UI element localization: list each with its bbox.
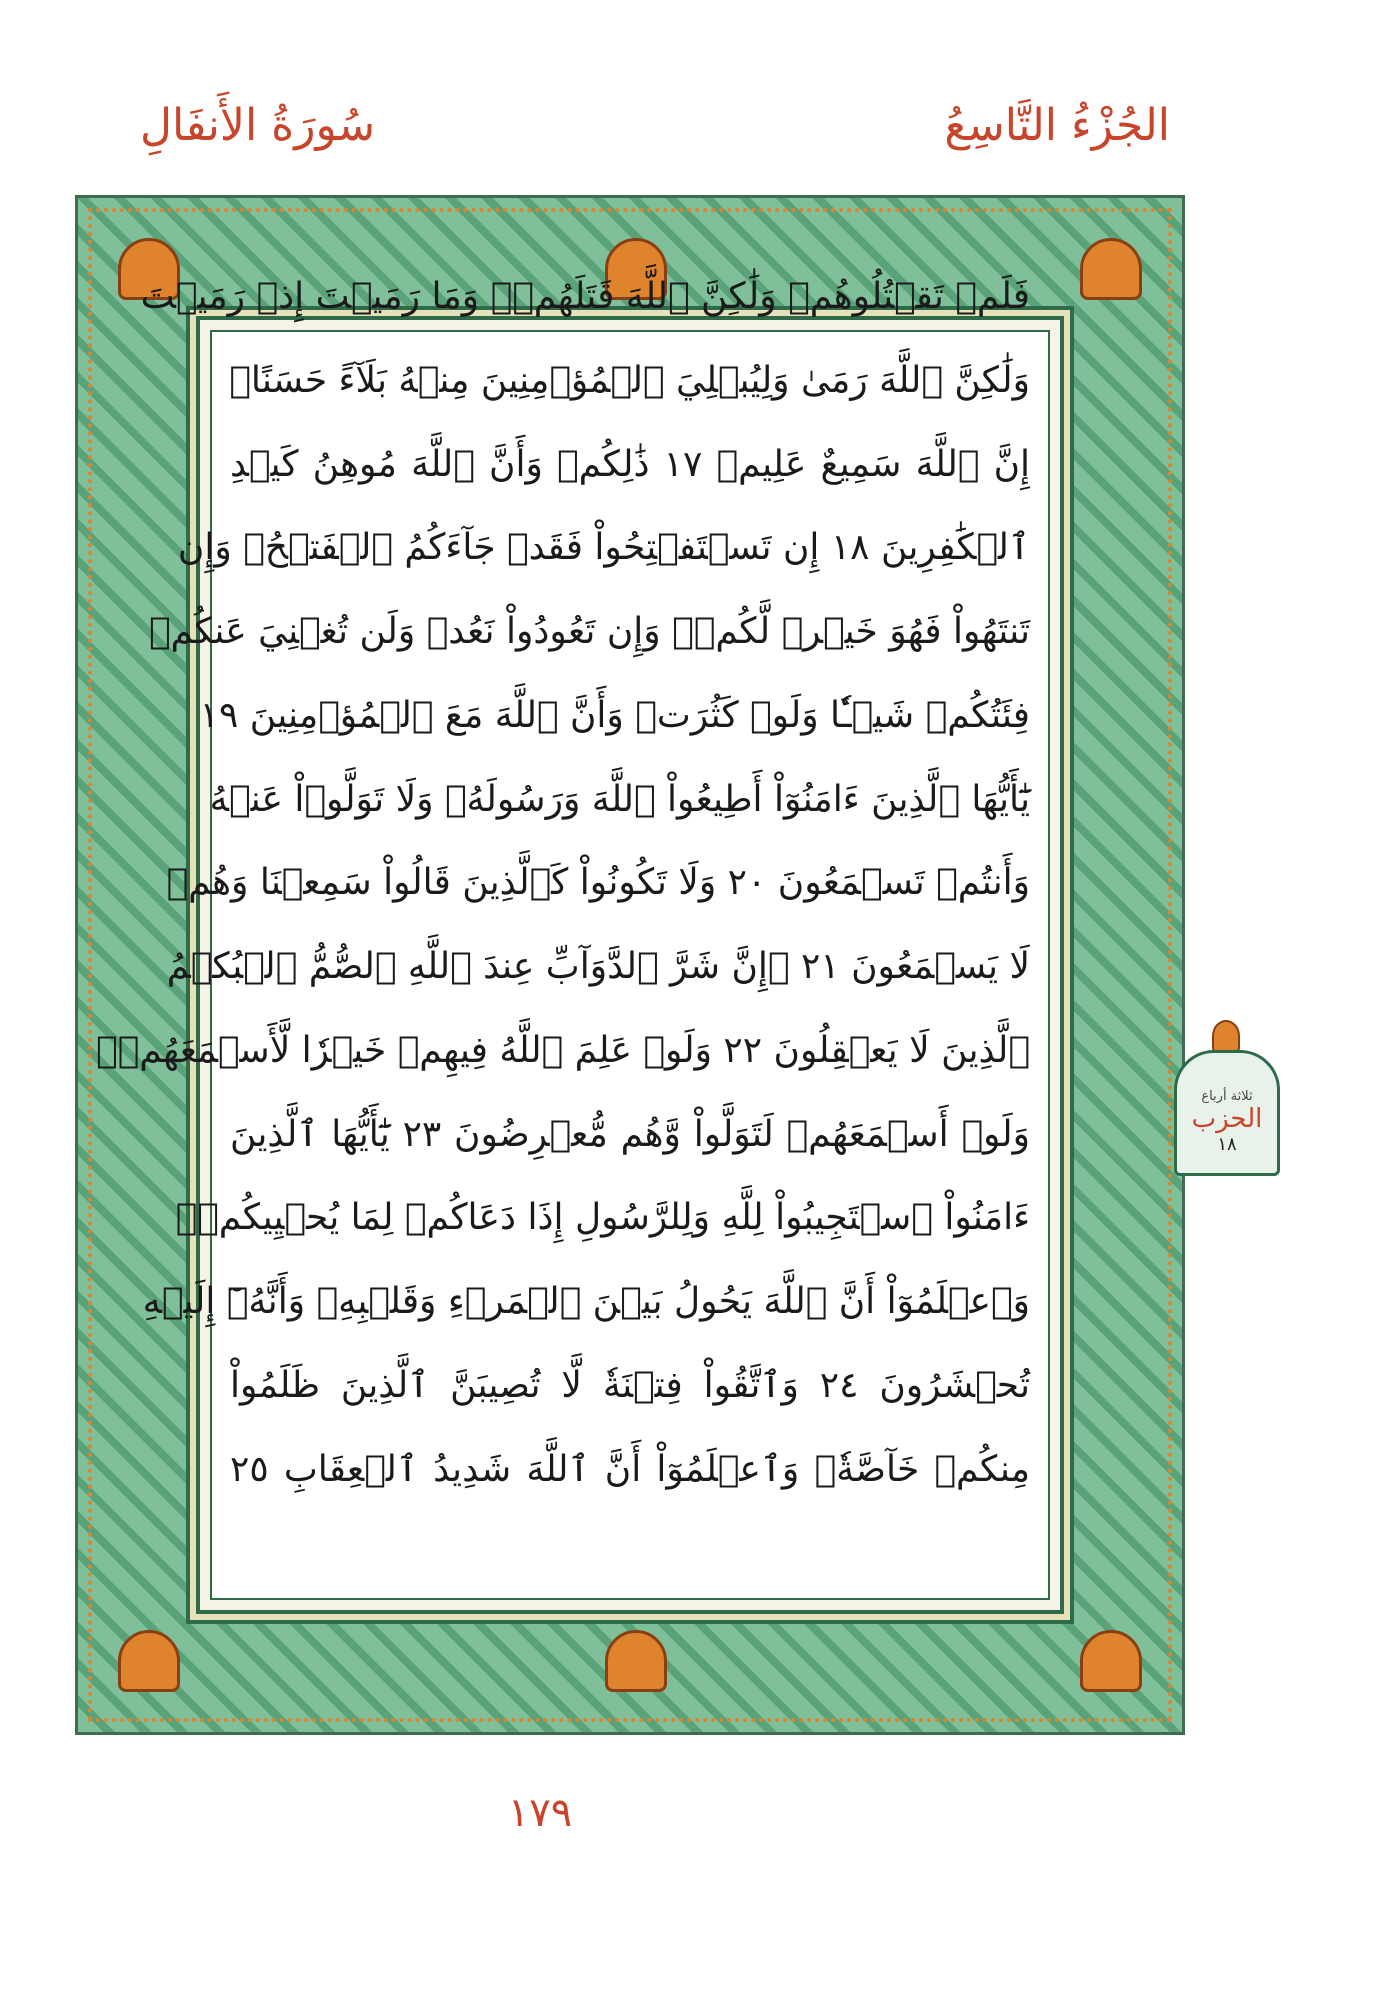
hizb-marker-quarter: ثلاثة أرباع [1201, 1089, 1253, 1104]
verse-line: ٱلۡكَٰفِرِينَ ١٨ إِن تَسۡتَفۡتِحُواْ فَقَدۡ جَآءَكُمُ ٱلۡفَتۡحُۖ وَإِن [177, 527, 1030, 569]
frame-ornament [605, 1630, 667, 1692]
verse-line: وَأَنتُمۡ تَسۡمَعُونَ ٢٠ وَلَا تَكُونُواْ كَٱلَّذِينَ قَالُواْ سَمِعۡنَا وَهُمۡ [166, 862, 1030, 904]
verse-line: ٱلَّذِينَ لَا يَعۡقِلُونَ ٢٢ وَلَوۡ عَلِمَ ٱللَّهُ فِيهِمۡ خَيۡرٗا لَّأَسۡمَعَهُمۡۖ [95, 1029, 1030, 1071]
hizb-marker-number: ١٨ [1217, 1134, 1237, 1155]
verse-line: مِنكُمۡ خَآصَّةٗۖ وَٱعۡلَمُوٓاْ أَنَّ ٱللَّهَ شَدِيدُ ٱلۡعِقَابِ ٢٥ [230, 1448, 1030, 1490]
frame-ornament [118, 1630, 180, 1692]
verse-line: تُحۡشَرُونَ ٢٤ وَٱتَّقُواْ فِتۡنَةٗ لَّا تُصِيبَنَّ ٱلَّذِينَ ظَلَمُواْ [230, 1364, 1031, 1406]
juz-name: الجُزْءُ التَّاسِعُ [944, 100, 1170, 151]
hizb-marker-label: الحزب [1191, 1104, 1263, 1134]
verse-line: وَلَوۡ أَسۡمَعَهُمۡ لَتَوَلَّواْ وَّهُم مُّعۡرِضُونَ ٢٣ يَٰٓأَيُّهَا ٱلَّذِينَ [230, 1113, 1030, 1155]
verse-line: وَٱعۡلَمُوٓاْ أَنَّ ٱللَّهَ يَحُولُ بَيۡنَ ٱلۡمَرۡءِ وَقَلۡبِهِۦ وَأَنَّهُۥٓ إِلَيۡهِ [142, 1281, 1030, 1322]
hizb-crown-icon [1212, 1020, 1240, 1052]
surah-name: سُورَةُ الأَنفَالِ [140, 100, 376, 151]
frame-ornament [1080, 1630, 1142, 1692]
page-number: ١٧٩ [507, 1790, 573, 1836]
verse-line: إِنَّ ٱللَّهَ سَمِيعٌ عَلِيمٞ ١٧ ذَٰلِكُمۡ وَأَنَّ ٱللَّهَ مُوهِنُ كَيۡدِ [230, 443, 1031, 485]
frame-ornament [1080, 238, 1142, 300]
verse-block [95, 255, 1031, 1595]
verse-line: ءَامَنُواْ ٱسۡتَجِيبُواْ لِلَّهِ وَلِلرَّسُولِ إِذَا دَعَاكُمۡ لِمَا يُحۡيِيكُمۡۖ [175, 1197, 1030, 1239]
verse-line: فَلَمۡ تَقۡتُلُوهُمۡ وَلَٰكِنَّ ٱللَّهَ قَتَلَهُمۡۚ وَمَا رَمَيۡتَ إِذۡ رَمَيۡتَ [140, 276, 1030, 317]
verse-line: تَنتَهُواْ فَهُوَ خَيۡرٞ لَّكُمۡۖ وَإِن تَعُودُواْ نَعُدۡ وَلَن تُغۡنِيَ عَنكُمۡ [148, 611, 1030, 652]
verse-line: يَٰٓأَيُّهَا ٱلَّذِينَ ءَامَنُوٓاْ أَطِيعُواْ ٱللَّهَ وَرَسُولَهُۥ وَلَا تَوَلَّوۡاْ عَنۡهُ [209, 778, 1030, 820]
verse-line: وَلَٰكِنَّ ٱللَّهَ رَمَىٰ وَلِيُبۡلِيَ ٱلۡمُؤۡمِنِينَ مِنۡهُ بَلَآءً حَسَنًاۚ [229, 359, 1030, 401]
verse-line: فِئَتُكُمۡ شَيۡـٔٗا وَلَوۡ كَثُرَتۡ وَأَنَّ ٱللَّهَ مَعَ ٱلۡمُؤۡمِنِينَ ١٩ [199, 694, 1030, 736]
hizb-marker [1174, 1050, 1280, 1176]
verse-line: لَا يَسۡمَعُونَ ٢١ ۞إِنَّ شَرَّ ٱلدَّوَآبِّ عِندَ ٱللَّهِ ٱلصُّمُّ ٱلۡبُكۡمُ [166, 946, 1030, 987]
